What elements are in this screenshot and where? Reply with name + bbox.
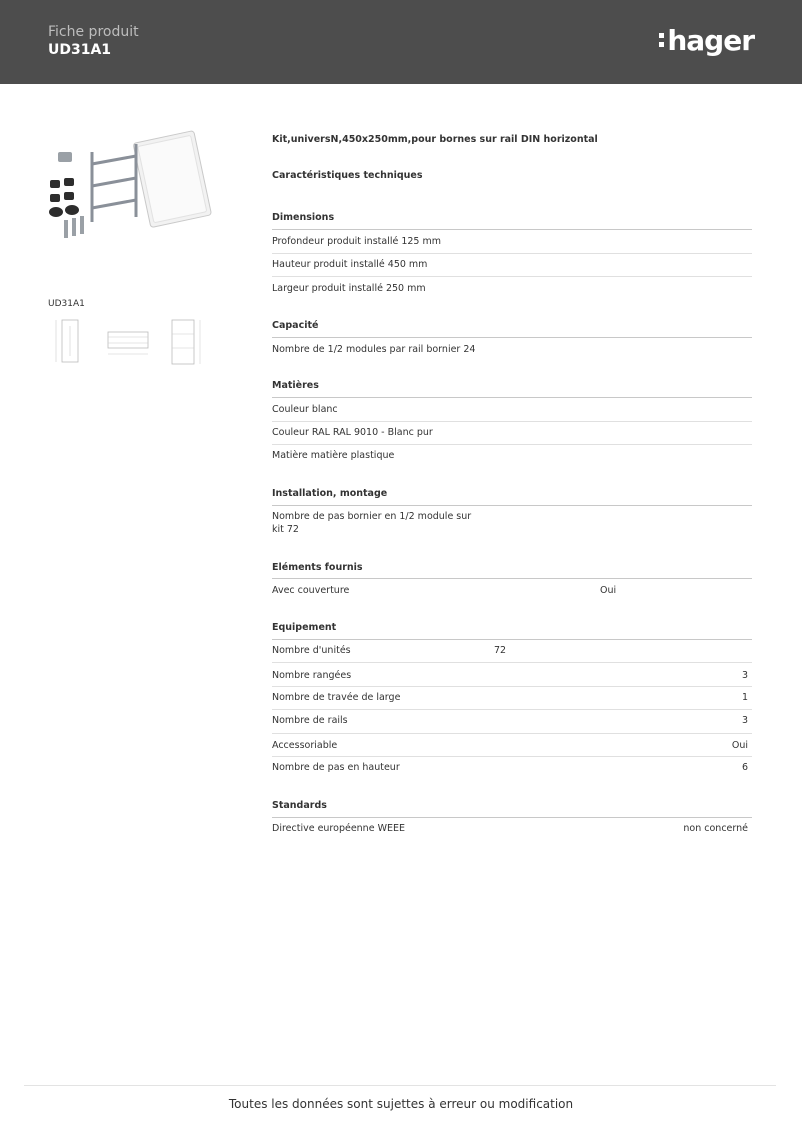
spec-row: Couleur blanc xyxy=(272,404,338,415)
spec-row: Hauteur produit installé 450 mm xyxy=(272,259,428,270)
spec-row xyxy=(272,670,752,681)
section-divider xyxy=(272,505,752,506)
spec-row: Largeur produit installé 250 mm xyxy=(272,283,426,294)
spec-row xyxy=(272,823,752,834)
spec-value: 72 xyxy=(494,645,507,656)
spec-value: Oui xyxy=(731,740,748,751)
spec-value: 3 xyxy=(741,670,748,681)
section-divider xyxy=(272,337,752,338)
spec-row xyxy=(272,740,752,751)
section-title-elements: Eléments fournis xyxy=(272,562,363,573)
spec-label: Accessoriable xyxy=(272,740,338,751)
product-photo-icon xyxy=(44,122,214,252)
section-title-capacite: Capacité xyxy=(272,320,319,331)
section-title-standards: Standards xyxy=(272,800,327,811)
footer-disclaimer: Toutes les données sont sujettes à erreur ou modification xyxy=(228,1097,574,1111)
footer-divider xyxy=(24,1085,776,1086)
spec-value: Oui xyxy=(600,585,617,596)
spec-value: 1 xyxy=(741,692,748,703)
logo-text: hager xyxy=(667,23,754,57)
row-divider xyxy=(272,444,752,445)
spec-value: 3 xyxy=(741,715,748,726)
row-divider xyxy=(272,421,752,422)
spec-row: Profondeur produit installé 125 mm xyxy=(272,236,442,247)
dimension-drawing-side-icon xyxy=(160,316,208,368)
specs-heading: Caractéristiques techniques xyxy=(272,170,423,181)
row-divider xyxy=(272,756,752,757)
product-title: Kit,universN,450x250mm,pour bornes sur rail DIN horizontal xyxy=(272,134,598,145)
spec-value: 6 xyxy=(741,762,748,773)
row-divider xyxy=(272,709,752,710)
image-caption: UD31A1 xyxy=(48,299,85,309)
spec-value: non concerné xyxy=(683,823,748,834)
hager-logo xyxy=(659,20,754,60)
dimension-drawing-top-icon xyxy=(104,316,152,368)
section-title-dimensions: Dimensions xyxy=(272,212,335,223)
row-divider xyxy=(272,276,752,277)
page-header xyxy=(0,0,802,84)
section-title-equipement: Equipement xyxy=(272,622,337,633)
row-divider xyxy=(272,662,752,663)
logo-colon-icon xyxy=(659,31,664,49)
spec-label: Nombre d'unités xyxy=(272,645,351,656)
row-divider xyxy=(272,253,752,254)
spec-label: Nombre de travée de large xyxy=(272,692,401,703)
spec-row xyxy=(272,692,752,703)
product-reference: UD31A1 xyxy=(48,42,112,58)
spec-label: Nombre de pas en hauteur xyxy=(272,762,400,773)
section-title-matieres: Matières xyxy=(272,380,319,391)
spec-row: Couleur RAL RAL 9010 - Blanc pur xyxy=(272,427,433,438)
section-divider xyxy=(272,817,752,818)
spec-row-line2: kit 72 xyxy=(272,524,299,535)
spec-row xyxy=(272,645,752,656)
section-divider xyxy=(272,578,752,579)
technical-drawings xyxy=(48,316,208,368)
spec-row xyxy=(272,715,752,726)
row-divider xyxy=(272,686,752,687)
spec-label: Nombre rangées xyxy=(272,670,352,681)
spec-label: Avec couverture xyxy=(272,585,350,596)
doc-type-label: Fiche produit xyxy=(48,24,139,40)
section-divider xyxy=(272,397,752,398)
spec-label: Nombre de rails xyxy=(272,715,348,726)
spec-row xyxy=(272,762,752,773)
spec-row-line1: Nombre de pas bornier en 1/2 module sur xyxy=(272,511,472,522)
row-divider xyxy=(272,733,752,734)
section-divider xyxy=(272,639,752,640)
spec-row xyxy=(272,585,752,596)
spec-label: Directive européenne WEEE xyxy=(272,823,405,834)
dimension-drawing-front-icon xyxy=(48,316,96,368)
section-title-installation: Installation, montage xyxy=(272,488,388,499)
section-divider xyxy=(272,229,752,230)
spec-row: Matière matière plastique xyxy=(272,450,395,461)
spec-row: Nombre de 1/2 modules par rail bornier 24 xyxy=(272,344,476,355)
